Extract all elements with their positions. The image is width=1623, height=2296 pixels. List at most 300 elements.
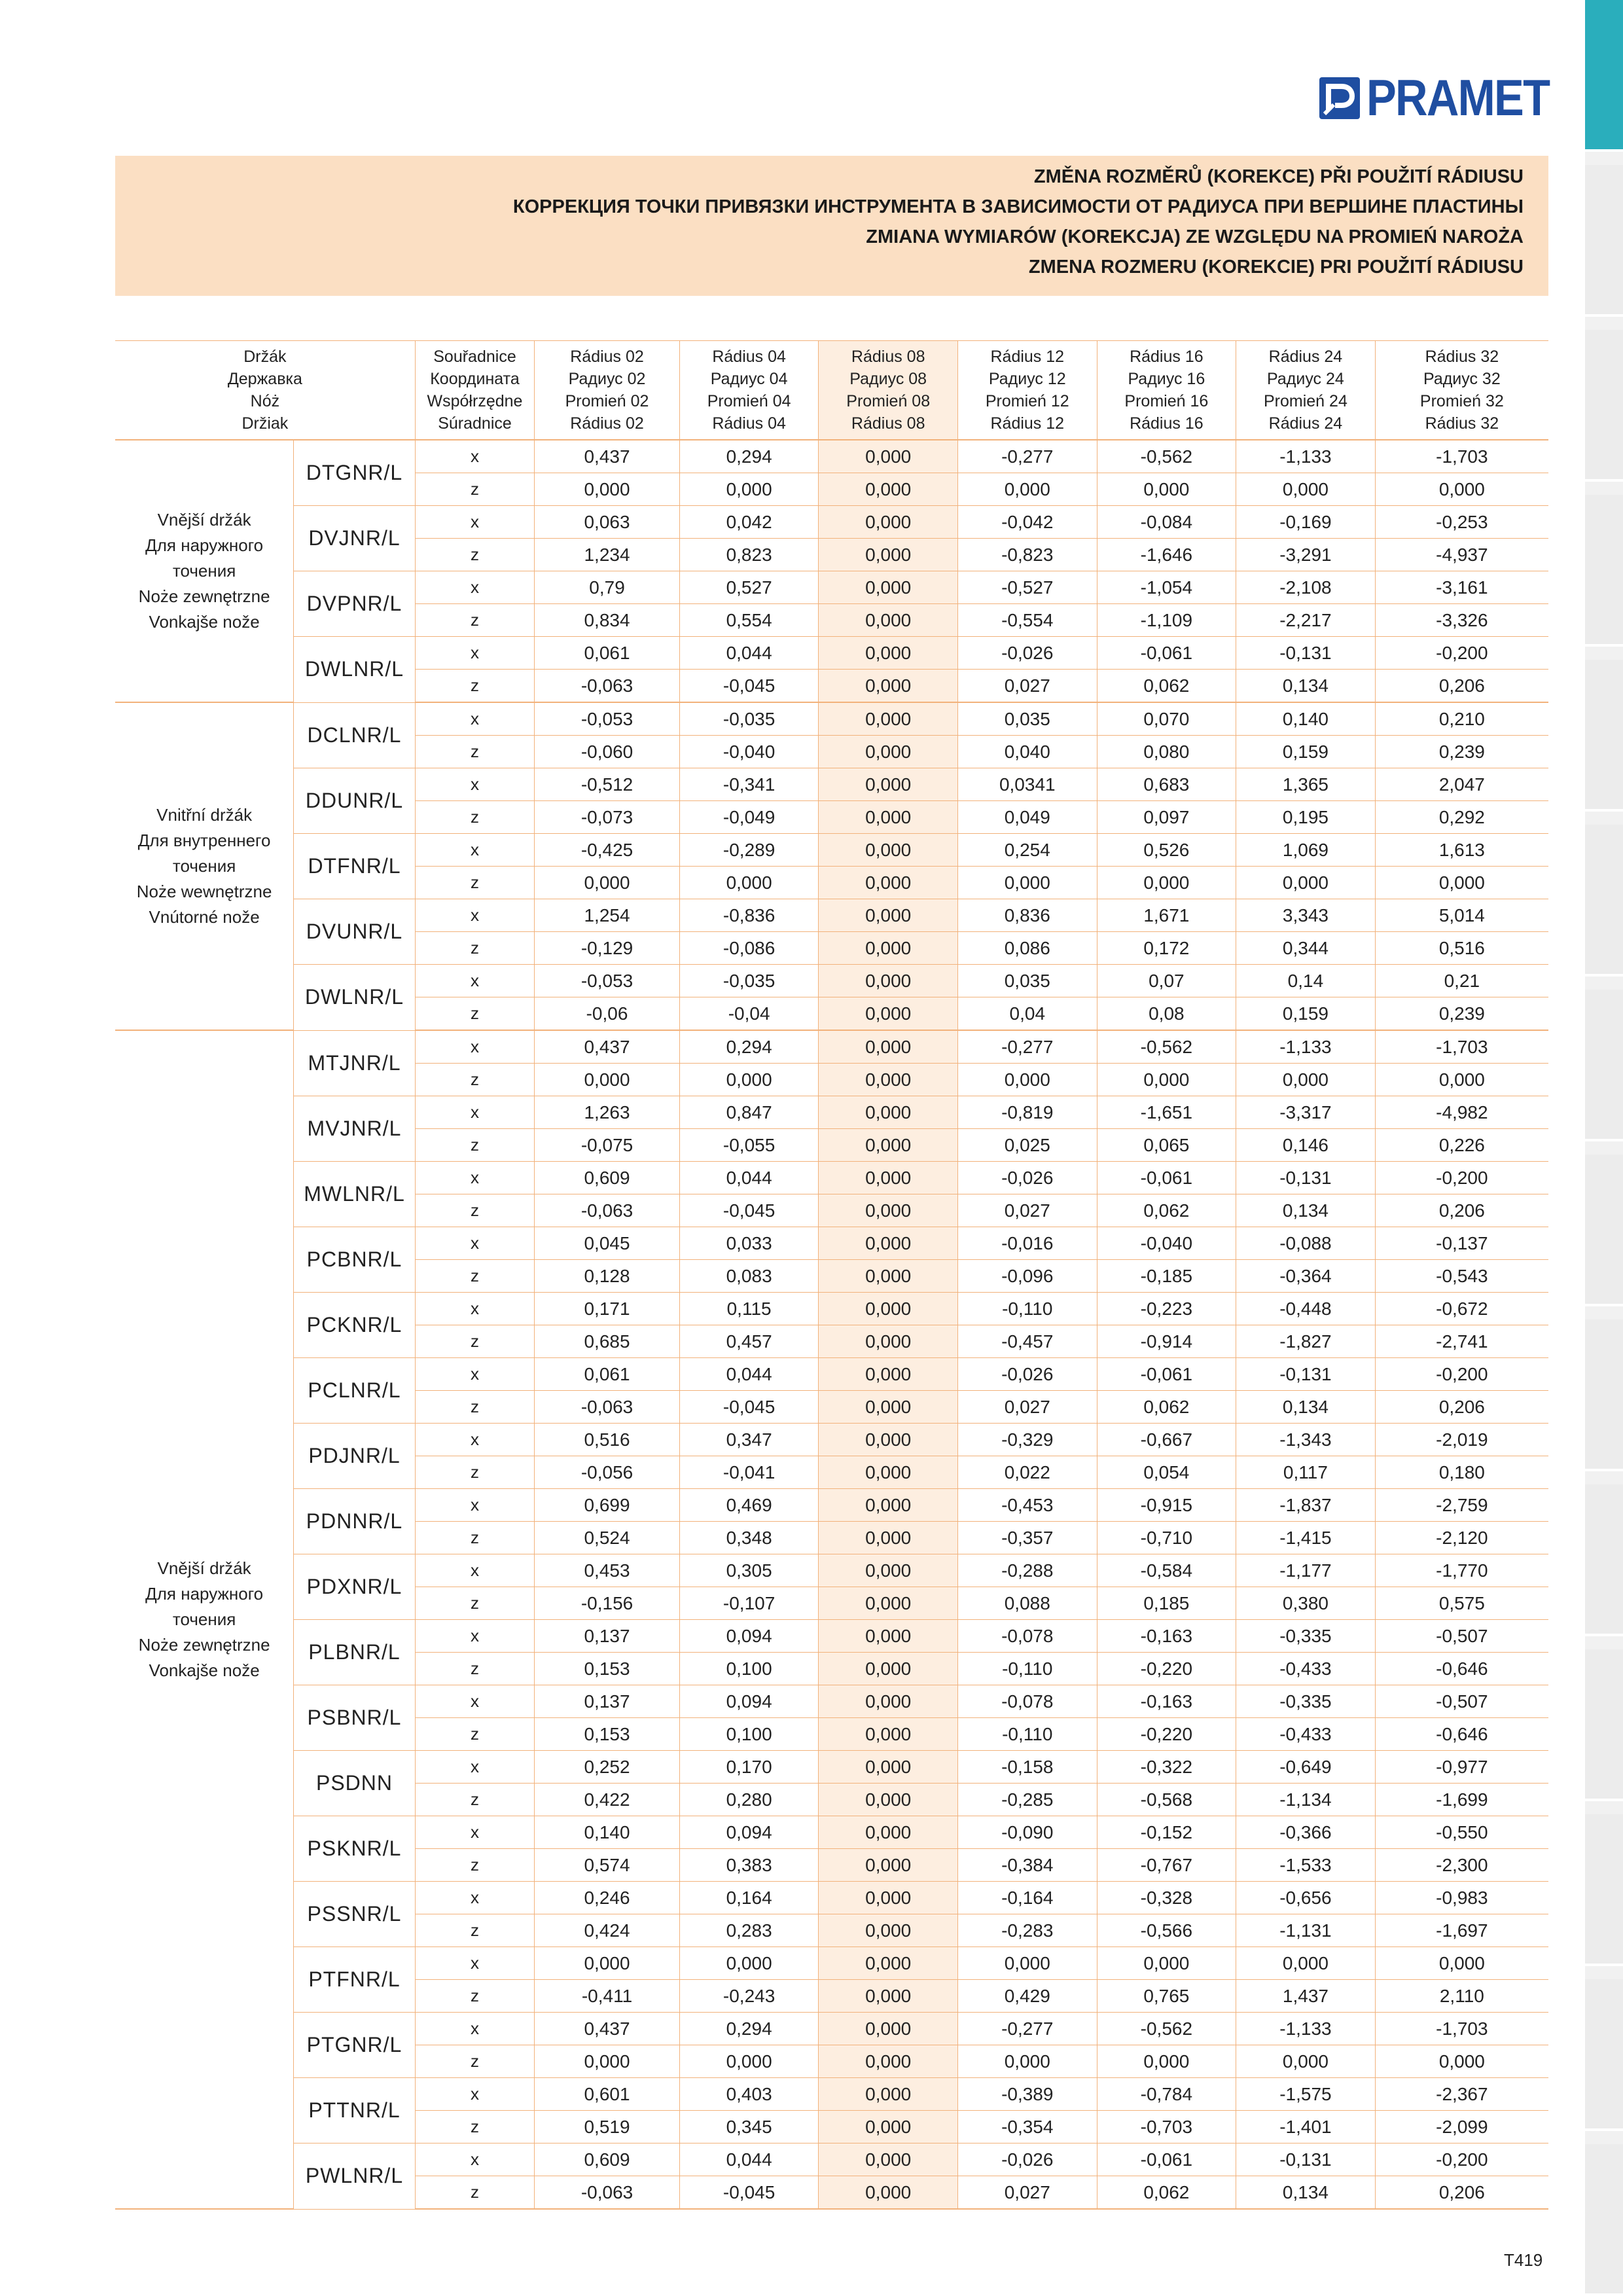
correction-value: -0,053: [535, 965, 680, 997]
correction-value: 0,000: [1097, 1947, 1236, 1980]
coordinate-label: x: [415, 506, 534, 539]
table-row: [115, 1358, 1548, 1391]
title-cs: ZMĚNA ROZMĚRŮ (KOREKCE) PŘI POUŽITÍ RÁDIUSU: [1033, 166, 1524, 187]
correction-value: -0,169: [1236, 506, 1376, 539]
correction-value: 0,180: [1375, 1456, 1548, 1489]
correction-value: 0,097: [1097, 801, 1236, 834]
correction-value: 0,062: [1097, 1391, 1236, 1424]
section-tab[interactable]: [1585, 2144, 1623, 2296]
correction-value: 0,609: [535, 2144, 680, 2176]
coordinate-label: x: [415, 440, 534, 473]
table-row: [115, 440, 1548, 473]
correction-value: -0,453: [957, 1489, 1097, 1522]
correction-value: -1,133: [1236, 440, 1376, 473]
section-tab[interactable]: [1585, 660, 1623, 812]
correction-value: 0,08: [1097, 997, 1236, 1031]
correction-value: -0,433: [1236, 1653, 1376, 1685]
section-tab[interactable]: [1585, 1814, 1623, 1966]
correction-value: 0,453: [535, 1554, 680, 1587]
correction-value: 0,025: [957, 1129, 1097, 1162]
correction-value: -1,401: [1236, 2111, 1376, 2144]
table-body: [115, 440, 1548, 2209]
correction-value: 0,000: [957, 867, 1097, 899]
tool-name: PLBNR/L: [294, 1620, 416, 1685]
section-tab-strip: [1585, 0, 1623, 2296]
correction-value: -0,562: [1097, 440, 1236, 473]
coordinates-header-cs: Souřadnice: [433, 348, 516, 366]
correction-value: 0,000: [819, 1587, 958, 1620]
correction-value: -0,084: [1097, 506, 1236, 539]
coordinate-label: z: [415, 1587, 534, 1620]
tool-name: DVJNR/L: [294, 506, 416, 571]
table-row: [115, 1620, 1548, 1653]
tool-name: PDNNR/L: [294, 1489, 416, 1554]
correction-value: 0,195: [1236, 801, 1376, 834]
tool-name: DTFNR/L: [294, 834, 416, 899]
radius-header-line: Promień 32: [1419, 392, 1504, 410]
coordinates-header: [415, 341, 534, 440]
correction-value: 0,000: [679, 867, 819, 899]
correction-value: -0,110: [957, 1718, 1097, 1751]
correction-value: -2,019: [1375, 1424, 1548, 1456]
radius-header-line: Promień 02: [565, 392, 649, 410]
correction-value: -1,699: [1375, 1784, 1548, 1816]
correction-value: -0,823: [957, 539, 1097, 571]
correction-value: 0,000: [957, 1947, 1097, 1980]
correction-value: -0,088: [1236, 1227, 1376, 1260]
correction-value: -0,220: [1097, 1718, 1236, 1751]
section-tab[interactable]: [1585, 330, 1623, 482]
correction-value: 0,000: [819, 1194, 958, 1227]
correction-value: 0,137: [535, 1685, 680, 1718]
correction-value: 0,000: [819, 539, 958, 571]
correction-value: 0,140: [1236, 702, 1376, 736]
correction-value: -0,041: [679, 1456, 819, 1489]
tool-name: PSKNR/L: [294, 1816, 416, 1882]
correction-value: 0,403: [679, 2078, 819, 2111]
correction-value: -0,328: [1097, 1882, 1236, 1914]
correction-value: 0,000: [1375, 1064, 1548, 1096]
correction-value: 0,000: [819, 670, 958, 703]
correction-value: 0,164: [679, 1882, 819, 1914]
correction-value: -0,335: [1236, 1685, 1376, 1718]
section-tab[interactable]: [1585, 1155, 1623, 1306]
correction-value: 0,049: [957, 801, 1097, 834]
correction-value: -0,090: [957, 1816, 1097, 1849]
correction-value: 0,283: [679, 1914, 819, 1947]
correction-value: -0,200: [1375, 1358, 1548, 1391]
title-sk: ZMENA ROZMERU (KOREKCIE) PRI POUŽITÍ RÁDIUSU: [1028, 257, 1524, 278]
correction-value: 0,699: [535, 1489, 680, 1522]
section-tab[interactable]: [1585, 990, 1623, 1141]
coordinate-label: x: [415, 1293, 534, 1325]
coordinate-label: z: [415, 2111, 534, 2144]
correction-value: -0,767: [1097, 1849, 1236, 1882]
correction-value: -0,527: [957, 571, 1097, 604]
tool-name: DTGNR/L: [294, 440, 416, 506]
correction-value: -0,656: [1236, 1882, 1376, 1914]
correction-value: 5,014: [1375, 899, 1548, 932]
radius-header-line: Радиус 24: [1267, 370, 1344, 388]
correction-value: 0,044: [679, 1358, 819, 1391]
correction-value: 0,07: [1097, 965, 1236, 997]
correction-value: -0,507: [1375, 1685, 1548, 1718]
correction-value: -0,277: [957, 2013, 1097, 2045]
correction-value: 1,437: [1236, 1980, 1376, 2013]
correction-value: 0,117: [1236, 1456, 1376, 1489]
correction-value: 0,000: [819, 473, 958, 506]
correction-value: -0,566: [1097, 1914, 1236, 1947]
correction-value: -0,914: [1097, 1325, 1236, 1358]
coordinate-label: x: [415, 1358, 534, 1391]
correction-value: 0,115: [679, 1293, 819, 1325]
correction-value: -0,507: [1375, 1620, 1548, 1653]
correction-value: 0,206: [1375, 670, 1548, 703]
holder-group-label-line: Vnější držák: [157, 1558, 251, 1578]
correction-value: 0,000: [819, 867, 958, 899]
correction-value: -0,061: [1097, 2144, 1236, 2176]
table-row: [115, 702, 1548, 736]
title-pl: ZMIANA WYMIARÓW (KOREKCJA) ZE WZGLĘDU NA PROMIEŃ NAROŻA: [866, 226, 1524, 247]
correction-value: 0,000: [1375, 1947, 1548, 1980]
correction-value: 0,100: [679, 1653, 819, 1685]
correction-value: 0,516: [535, 1424, 680, 1456]
coordinate-label: x: [415, 702, 534, 736]
correction-value: 0,000: [819, 637, 958, 670]
correction-value: 0,022: [957, 1456, 1097, 1489]
coordinate-label: x: [415, 834, 534, 867]
coordinate-label: z: [415, 473, 534, 506]
correction-value: 0,000: [819, 702, 958, 736]
correction-value: 0,000: [819, 1096, 958, 1129]
correction-value: -0,784: [1097, 2078, 1236, 2111]
table-row: [115, 2013, 1548, 2045]
correction-value: 0,14: [1236, 965, 1376, 997]
correction-value: 0,000: [819, 1522, 958, 1554]
section-tab[interactable]: [1585, 1649, 1623, 1801]
section-tab[interactable]: [1585, 1979, 1623, 2131]
correction-value: 0,000: [819, 997, 958, 1031]
correction-value: 0,683: [1097, 768, 1236, 801]
correction-value: 0,524: [535, 1522, 680, 1554]
section-tab[interactable]: [1585, 495, 1623, 647]
holder-group-label-line: Noże zewnętrzne: [138, 586, 270, 606]
tool-name: PCKNR/L: [294, 1293, 416, 1358]
radius-04-header: [679, 341, 819, 440]
correction-value: -1,177: [1236, 1554, 1376, 1587]
correction-value: 0,000: [819, 1718, 958, 1751]
table-row: [115, 1685, 1548, 1718]
holder-group-label-line: Для наружного: [145, 535, 264, 555]
correction-value: -0,550: [1375, 1816, 1548, 1849]
section-tab[interactable]: [1585, 825, 1623, 977]
correction-value: 0,04: [957, 997, 1097, 1031]
correction-value: -2,367: [1375, 2078, 1548, 2111]
holder-group-label-line: Для внутреннего: [137, 831, 271, 850]
correction-value: -0,200: [1375, 637, 1548, 670]
radius-header-line: Promień 24: [1264, 392, 1347, 410]
correction-value: -0,063: [535, 1391, 680, 1424]
correction-value: -2,108: [1236, 571, 1376, 604]
correction-value: 0,347: [679, 1424, 819, 1456]
correction-value: 0,170: [679, 1751, 819, 1784]
correction-value: 0,294: [679, 440, 819, 473]
coordinate-label: z: [415, 1653, 534, 1685]
radius-header-line: Rádius 24: [1268, 348, 1343, 366]
correction-value: 0,000: [819, 932, 958, 965]
coordinate-label: x: [415, 1620, 534, 1653]
correction-value: 0,000: [819, 1980, 958, 2013]
section-tab[interactable]: [1585, 1319, 1623, 1471]
table-row: [115, 506, 1548, 539]
correction-value: 0,345: [679, 2111, 819, 2144]
table-row: [115, 1882, 1548, 1914]
correction-value: 0,609: [535, 1162, 680, 1194]
radius-header-line: Promień 16: [1124, 392, 1209, 410]
radius-header-line: Promień 12: [985, 392, 1069, 410]
correction-value: 0,094: [679, 1816, 819, 1849]
table-row: [115, 1751, 1548, 1784]
correction-value: 0,040: [957, 736, 1097, 768]
correction-value: -1,131: [1236, 1914, 1376, 1947]
coordinate-label: x: [415, 2013, 534, 2045]
correction-value: -0,04: [679, 997, 819, 1031]
correction-value: -0,026: [957, 1162, 1097, 1194]
correction-value: -0,156: [535, 1587, 680, 1620]
correction-value: 0,000: [819, 736, 958, 768]
correction-value: 0,159: [1236, 997, 1376, 1031]
correction-value: -2,759: [1375, 1489, 1548, 1522]
correction-value: 0,054: [1097, 1456, 1236, 1489]
correction-value: 0,000: [819, 1456, 958, 1489]
coordinate-label: x: [415, 1816, 534, 1849]
correction-value: 0,000: [1375, 867, 1548, 899]
correction-value: -0,063: [535, 670, 680, 703]
coordinate-label: x: [415, 637, 534, 670]
correction-value: -0,063: [535, 2176, 680, 2210]
correction-value: 0,134: [1236, 670, 1376, 703]
correction-value: 0,000: [819, 1227, 958, 1260]
section-tab-active[interactable]: [1585, 0, 1623, 152]
correction-value: 0,280: [679, 1784, 819, 1816]
correction-value: -0,035: [679, 702, 819, 736]
correction-value: 0,061: [535, 1358, 680, 1391]
coordinate-label: z: [415, 1325, 534, 1358]
correction-value: 0,292: [1375, 801, 1548, 834]
correction-value: 0,206: [1375, 2176, 1548, 2210]
holder-group-label-line: Vonkajše nože: [149, 612, 260, 632]
correction-value: 0,035: [957, 965, 1097, 997]
correction-value: 0,083: [679, 1260, 819, 1293]
correction-value: 0,437: [535, 2013, 680, 2045]
correction-value: 0,134: [1236, 2176, 1376, 2210]
correction-value: 0,000: [1375, 2045, 1548, 2078]
holder-group-label-line: Vnější držák: [157, 510, 251, 529]
coordinate-label: z: [415, 1718, 534, 1751]
correction-value: -0,288: [957, 1554, 1097, 1587]
correction-value: -1,133: [1236, 1030, 1376, 1064]
correction-value: 0,100: [679, 1718, 819, 1751]
correction-value: -0,049: [679, 801, 819, 834]
section-tab[interactable]: [1585, 1484, 1623, 1636]
correction-value: 1,671: [1097, 899, 1236, 932]
table-row: [115, 571, 1548, 604]
correction-value: 0,000: [819, 2013, 958, 2045]
tool-name: DDUNR/L: [294, 768, 416, 834]
correction-value: 0,062: [1097, 670, 1236, 703]
tool-name: PSBNR/L: [294, 1685, 416, 1751]
correction-value: 0,000: [819, 1424, 958, 1456]
correction-value: -3,161: [1375, 571, 1548, 604]
correction-value: -0,562: [1097, 2013, 1236, 2045]
correction-value: 0,000: [819, 1816, 958, 1849]
radius-header-line: Rádius 04: [712, 414, 786, 433]
correction-value: 0,000: [819, 1325, 958, 1358]
correction-value: -0,026: [957, 637, 1097, 670]
correction-value: 0,000: [819, 571, 958, 604]
section-tab[interactable]: [1585, 165, 1623, 317]
tool-name: DWLNR/L: [294, 637, 416, 703]
correction-value: -0,389: [957, 2078, 1097, 2111]
coordinate-label: x: [415, 899, 534, 932]
holder-group-label-line: Noże zewnętrzne: [138, 1635, 270, 1655]
correction-value: 2,110: [1375, 1980, 1548, 2013]
coordinate-label: z: [415, 1914, 534, 1947]
table-row: [115, 637, 1548, 670]
correction-value: 0,344: [1236, 932, 1376, 965]
correction-value: 0,171: [535, 1293, 680, 1325]
radius-header-line: Радиус 04: [710, 370, 788, 388]
correction-value: -0,341: [679, 768, 819, 801]
table-row: [115, 1947, 1548, 1980]
correction-value: 0,027: [957, 2176, 1097, 2210]
correction-value: -0,045: [679, 1194, 819, 1227]
coordinate-label: x: [415, 571, 534, 604]
correction-value: 0,062: [1097, 1194, 1236, 1227]
correction-value: 0,000: [819, 2176, 958, 2210]
radius-08-header: [819, 341, 958, 440]
correction-value: -0,977: [1375, 1751, 1548, 1784]
radius-correction-table: [115, 340, 1548, 2210]
coordinate-label: x: [415, 1554, 534, 1587]
correction-value: -0,425: [535, 834, 680, 867]
correction-value: -0,06: [535, 997, 680, 1031]
holder-group-label-line: Vnútorné nože: [149, 907, 260, 927]
correction-value: 1,234: [535, 539, 680, 571]
correction-value: -0,433: [1236, 1718, 1376, 1751]
correction-value: 0,575: [1375, 1587, 1548, 1620]
correction-value: 0,000: [535, 1064, 680, 1096]
correction-value: 0,000: [819, 1620, 958, 1653]
correction-value: 0,185: [1097, 1587, 1236, 1620]
tool-name: MVJNR/L: [294, 1096, 416, 1162]
radius-header-line: Радиус 32: [1423, 370, 1501, 388]
correction-value: 0,000: [819, 1849, 958, 1882]
correction-value: 2,047: [1375, 768, 1548, 801]
correction-value: 0,000: [819, 1391, 958, 1424]
correction-value: 0,128: [535, 1260, 680, 1293]
correction-value: -0,646: [1375, 1718, 1548, 1751]
table-row: [115, 2144, 1548, 2176]
radius-header-line: Rádius 32: [1425, 414, 1499, 433]
correction-value: 0,000: [1097, 1064, 1236, 1096]
correction-value: -0,411: [535, 1980, 680, 2013]
table-row: [115, 1162, 1548, 1194]
correction-value: 0,000: [535, 1947, 680, 1980]
correction-value: -0,035: [679, 965, 819, 997]
holder-group-label-line: Vonkajše nože: [149, 1660, 260, 1680]
correction-value: 0,000: [819, 1882, 958, 1914]
coordinate-label: z: [415, 932, 534, 965]
table-row: [115, 1816, 1548, 1849]
coordinate-label: x: [415, 965, 534, 997]
radius-header-line: Rádius 32: [1425, 348, 1499, 366]
correction-value: -0,223: [1097, 1293, 1236, 1325]
holder-group-label-line: Noże wewnętrzne: [136, 882, 272, 901]
correction-value: 0,000: [1236, 1947, 1376, 1980]
correction-value: -0,543: [1375, 1260, 1548, 1293]
table-row: [115, 1489, 1548, 1522]
tool-name: PDXNR/L: [294, 1554, 416, 1620]
correction-value: -1,703: [1375, 440, 1548, 473]
tool-name: PDJNR/L: [294, 1424, 416, 1489]
correction-value: -0,277: [957, 1030, 1097, 1064]
table-header: [115, 341, 1548, 440]
correction-value: 0,294: [679, 2013, 819, 2045]
correction-value: 0,823: [679, 539, 819, 571]
coordinate-label: z: [415, 2045, 534, 2078]
correction-value: 0,226: [1375, 1129, 1548, 1162]
correction-value: 0,000: [819, 2144, 958, 2176]
holder-header-pl: Nóż: [250, 392, 280, 410]
correction-value: 0,070: [1097, 702, 1236, 736]
correction-value: 0,210: [1375, 702, 1548, 736]
brand-logo: [1319, 69, 1550, 126]
correction-value: 0,062: [1097, 2176, 1236, 2210]
correction-value: -0,026: [957, 2144, 1097, 2176]
correction-value: -0,026: [957, 1358, 1097, 1391]
holder-group-label-line: точения: [172, 1609, 236, 1629]
coordinate-label: z: [415, 539, 534, 571]
correction-value: -0,131: [1236, 2144, 1376, 2176]
correction-value: -0,137: [1375, 1227, 1548, 1260]
holder-header-sk: Držiak: [241, 414, 289, 433]
correction-value: -0,061: [1097, 1162, 1236, 1194]
correction-value: 0,457: [679, 1325, 819, 1358]
correction-value: 0,000: [679, 2045, 819, 2078]
correction-value: -0,646: [1375, 1653, 1548, 1685]
correction-value: -0,045: [679, 1391, 819, 1424]
correction-value: -0,364: [1236, 1260, 1376, 1293]
correction-value: 0,000: [819, 1260, 958, 1293]
correction-value: -1,837: [1236, 1489, 1376, 1522]
coordinate-label: x: [415, 2144, 534, 2176]
correction-value: 0,348: [679, 1522, 819, 1554]
correction-value: -0,163: [1097, 1620, 1236, 1653]
coordinate-label: x: [415, 1751, 534, 1784]
correction-value: 0,526: [1097, 834, 1236, 867]
coordinate-label: x: [415, 1947, 534, 1980]
coordinate-label: z: [415, 867, 534, 899]
correction-value: 0,000: [819, 440, 958, 473]
correction-value: -0,983: [1375, 1882, 1548, 1914]
correction-value: 0,045: [535, 1227, 680, 1260]
correction-value: -4,982: [1375, 1096, 1548, 1129]
table-row: [115, 1030, 1548, 1064]
correction-value: 0,000: [819, 1162, 958, 1194]
correction-value: 0,000: [819, 506, 958, 539]
correction-value: 0,134: [1236, 1194, 1376, 1227]
